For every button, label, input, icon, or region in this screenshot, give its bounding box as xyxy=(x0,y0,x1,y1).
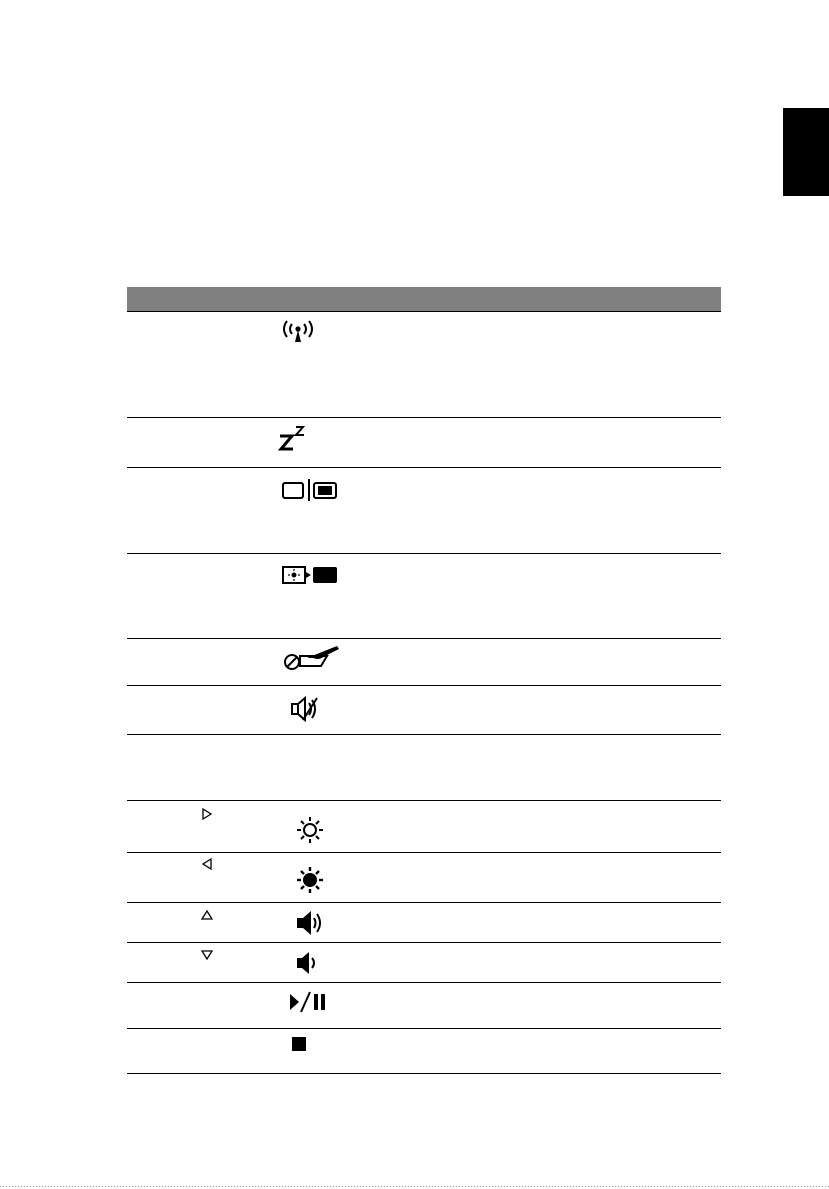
volume-down-icon xyxy=(296,951,320,975)
display-toggle-icon xyxy=(282,479,338,501)
arrow-right-icon xyxy=(202,808,212,820)
stop-icon xyxy=(291,1036,307,1052)
row-divider xyxy=(127,734,721,735)
row-divider xyxy=(127,1073,721,1074)
row-divider xyxy=(127,982,721,983)
brightness-up-icon xyxy=(296,816,324,844)
row-divider xyxy=(127,417,721,418)
page-bottom-edge xyxy=(0,1186,829,1187)
row-divider xyxy=(127,1028,721,1029)
arrow-down-icon xyxy=(201,950,213,960)
brightness-down-icon xyxy=(296,866,324,894)
row-divider xyxy=(127,852,721,853)
play-pause-icon xyxy=(289,991,327,1013)
row-divider xyxy=(127,553,721,554)
row-divider xyxy=(127,942,721,943)
row-divider xyxy=(127,800,721,801)
volume-up-icon xyxy=(296,910,324,936)
screen-blank-icon xyxy=(282,566,338,584)
arrow-up-icon xyxy=(201,910,213,920)
table-header xyxy=(127,287,721,311)
row-divider xyxy=(127,685,721,686)
row-divider xyxy=(127,638,721,639)
speaker-mute-icon xyxy=(290,696,320,722)
row-divider xyxy=(127,902,721,903)
row-divider xyxy=(127,311,721,312)
sleep-icon xyxy=(278,425,308,453)
row-divider xyxy=(127,467,721,468)
arrow-left-icon xyxy=(202,858,212,870)
touchpad-toggle-icon xyxy=(283,644,341,672)
wireless-icon xyxy=(276,320,320,344)
language-side-tab xyxy=(783,108,829,196)
